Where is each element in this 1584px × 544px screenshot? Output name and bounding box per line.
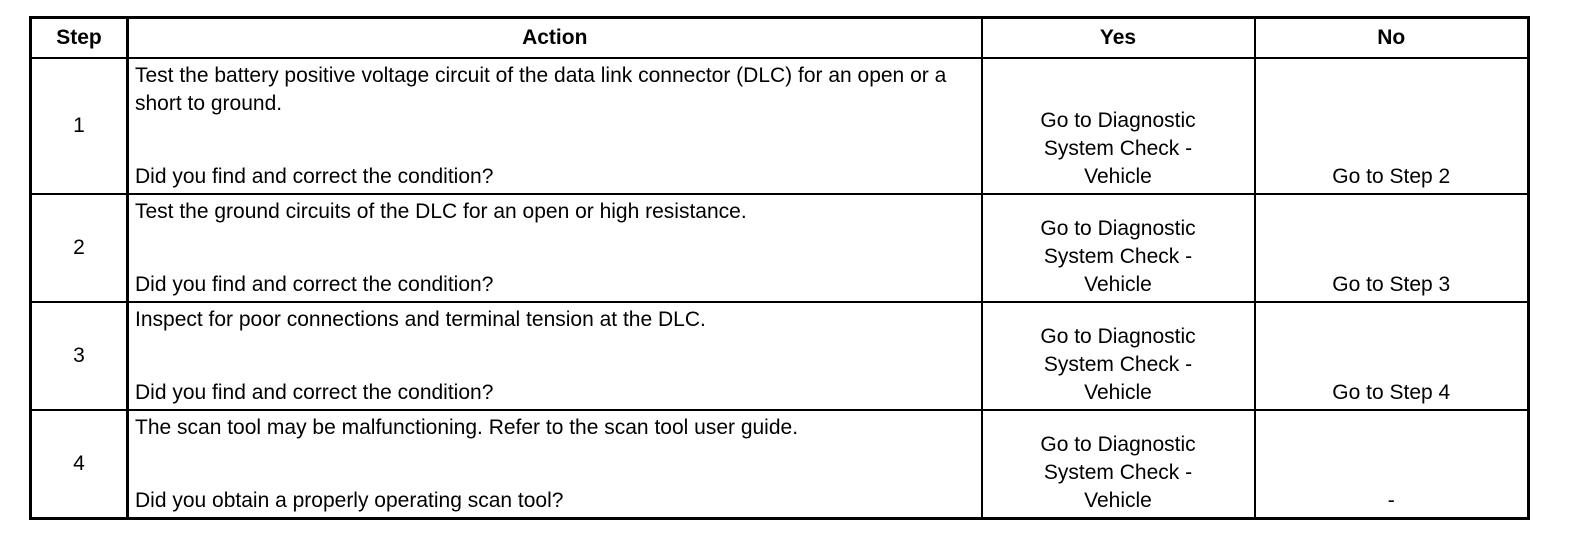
table-row [31,410,1529,519]
yes-cell [982,194,1255,302]
action-cell [128,58,982,194]
yes-line: Go to Diagnostic [1040,325,1196,348]
yes-result[interactable] [983,323,1254,407]
yes-cell [982,58,1255,194]
yes-line: Go to Diagnostic [1040,109,1196,132]
yes-line: System Check - [1043,461,1193,484]
yes-cell [982,410,1255,519]
action-cell [128,302,982,410]
table-row [31,302,1529,410]
action-question: Did you obtain a properly operating scan tool? [135,489,564,512]
action-question: Did you find and correct the condition? [135,165,494,188]
header-yes: Yes [982,18,1255,59]
action-text: Test the battery positive voltage circuit of the data link connector (DLC) for an open or a short to ground. [135,64,947,115]
no-result[interactable]: Go to Step 4 [1332,381,1451,404]
yes-result[interactable] [983,431,1254,515]
no-cell [1255,58,1529,194]
yes-line: System Check - [1043,245,1193,268]
action-cell [128,410,982,519]
no-cell [1255,302,1529,410]
step-number: 2 [31,194,128,302]
no-result: - [1387,489,1395,512]
header-step: Step [31,18,128,59]
diagnostic-table [29,16,1530,520]
yes-line: Vehicle [1084,489,1152,512]
yes-line: Go to Diagnostic [1040,217,1196,240]
yes-cell [982,302,1255,410]
action-text: Inspect for poor connections and terminal tension at the DLC. [135,308,706,331]
no-result[interactable]: Go to Step 2 [1332,165,1451,188]
action-text: Test the ground circuits of the DLC for an open or high resistance. [135,200,747,223]
yes-line: Vehicle [1084,381,1152,404]
step-number: 4 [31,410,128,519]
no-cell [1255,194,1529,302]
action-question: Did you find and correct the condition? [135,273,494,296]
header-no: No [1255,18,1529,59]
yes-line: System Check - [1043,137,1193,160]
no-cell [1255,410,1529,519]
action-text: The scan tool may be malfunctioning. Refer to the scan tool user guide. [135,416,799,439]
yes-line: Go to Diagnostic [1040,433,1196,456]
yes-result[interactable] [983,215,1254,299]
yes-line: Vehicle [1084,165,1152,188]
step-number: 1 [31,58,128,194]
step-number: 3 [31,302,128,410]
header-action: Action [128,18,982,59]
action-question: Did you find and correct the condition? [135,381,494,404]
table-header-row [31,18,1529,59]
no-result[interactable]: Go to Step 3 [1332,273,1451,296]
table-row [31,58,1529,194]
yes-line: Vehicle [1084,273,1152,296]
table-row [31,194,1529,302]
action-cell [128,194,982,302]
yes-result[interactable] [983,107,1254,191]
yes-line: System Check - [1043,353,1193,376]
